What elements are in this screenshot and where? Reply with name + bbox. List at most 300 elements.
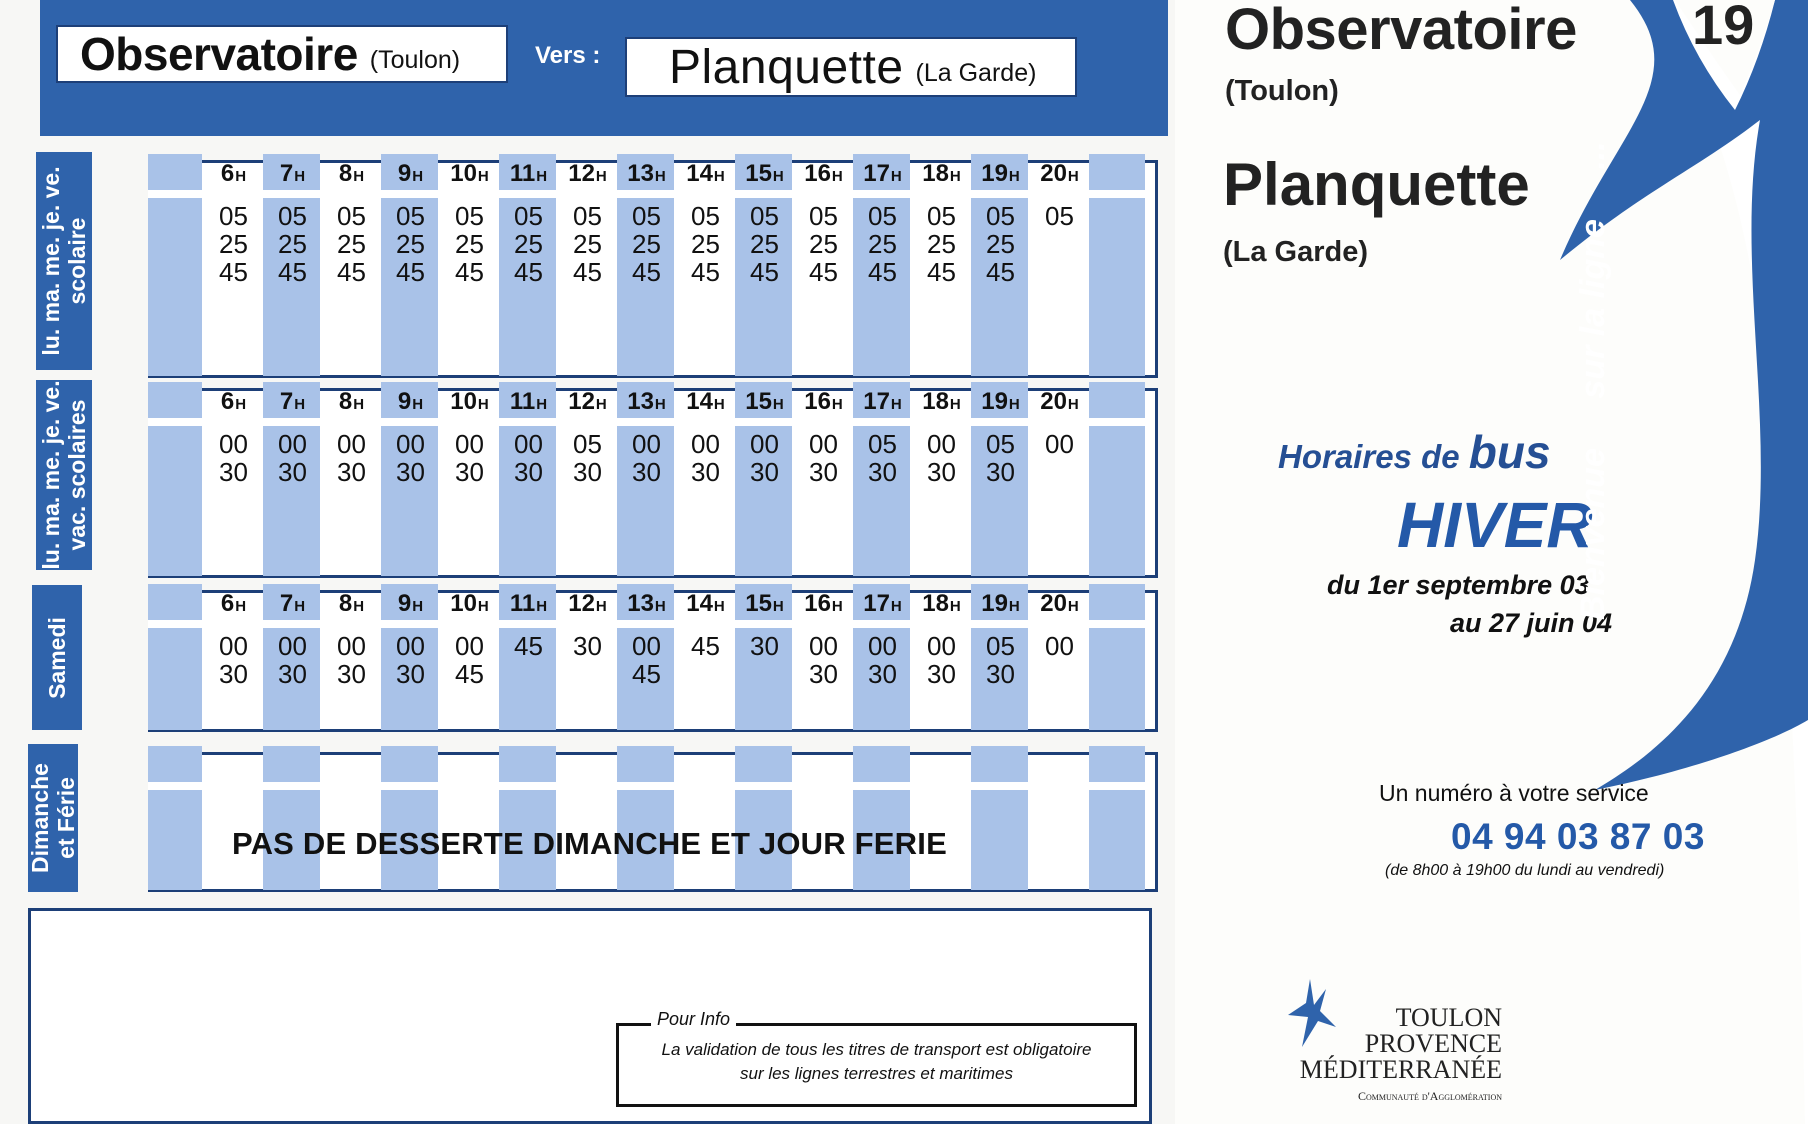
hour-number: 13 bbox=[627, 388, 654, 415]
departure-minute: 25 bbox=[573, 229, 602, 259]
hour-suffix: H bbox=[595, 168, 607, 185]
departure-column bbox=[499, 202, 558, 286]
hour-suffix: H bbox=[772, 168, 784, 185]
line-number: 19 bbox=[1692, 0, 1755, 56]
departure-minute: 05 bbox=[868, 201, 897, 231]
time-column-stripe bbox=[499, 746, 556, 890]
hour-header bbox=[381, 156, 440, 195]
departure-column bbox=[440, 632, 499, 688]
hour-number: 15 bbox=[745, 388, 772, 415]
hour-suffix: H bbox=[412, 396, 424, 413]
hour-number: 18 bbox=[922, 590, 949, 617]
departure-minute: 05 bbox=[986, 201, 1015, 231]
departure-minute: 00 bbox=[632, 631, 661, 661]
day-label-line: scolaire bbox=[64, 217, 90, 305]
departure-column bbox=[676, 632, 735, 660]
departure-column bbox=[853, 632, 912, 688]
hour-header bbox=[912, 384, 971, 423]
hour-number: 8 bbox=[338, 160, 353, 187]
time-column-stripe bbox=[381, 746, 438, 890]
hour-suffix: H bbox=[536, 396, 548, 413]
departure-minute: 05 bbox=[927, 201, 956, 231]
time-column-stripe bbox=[1089, 154, 1145, 376]
departure-minute: 25 bbox=[278, 229, 307, 259]
departure-column bbox=[617, 202, 676, 286]
hour-suffix: H bbox=[772, 396, 784, 413]
destination-name: Planquette bbox=[669, 40, 904, 94]
hour-header bbox=[971, 156, 1030, 195]
stripe-gap bbox=[263, 782, 320, 790]
hour-suffix: H bbox=[412, 168, 424, 185]
hour-suffix: H bbox=[294, 598, 306, 615]
info-line-1: La validation de tous les titres de transport est obligatoire bbox=[661, 1040, 1092, 1059]
hour-suffix: H bbox=[890, 168, 902, 185]
day-label-line: lu. ma. me. je. ve. bbox=[38, 380, 64, 570]
stripe-gap bbox=[1089, 190, 1145, 198]
hour-header bbox=[558, 384, 617, 423]
hour-suffix: H bbox=[713, 598, 725, 615]
departure-minute: 30 bbox=[927, 659, 956, 689]
departure-minute: 30 bbox=[868, 457, 897, 487]
slogan bbox=[1574, 141, 1613, 620]
slogan-part-1: Bienvenue bbox=[1574, 448, 1612, 620]
schedule-side-label-2 bbox=[36, 380, 92, 570]
day-label-line: lu. ma. me. je. ve. bbox=[38, 166, 64, 356]
hour-number: 14 bbox=[686, 160, 713, 187]
hour-number: 9 bbox=[397, 388, 412, 415]
schedule-side-label-3 bbox=[32, 585, 82, 730]
departure-column bbox=[794, 202, 853, 286]
logo-line-3: MÉDITERRANÉE bbox=[1299, 1055, 1502, 1084]
hour-header bbox=[322, 156, 381, 195]
departure-minute: 05 bbox=[809, 201, 838, 231]
departure-minute: 25 bbox=[396, 229, 425, 259]
hour-header bbox=[263, 384, 322, 423]
logo-text bbox=[1270, 1005, 1502, 1104]
hour-header bbox=[617, 586, 676, 625]
departure-column bbox=[617, 632, 676, 688]
departure-minute: 30 bbox=[219, 659, 248, 689]
departure-column bbox=[204, 632, 263, 688]
cover-destination-name: Planquette bbox=[1223, 151, 1530, 218]
hour-number: 17 bbox=[863, 160, 890, 187]
hour-header bbox=[381, 384, 440, 423]
hour-number: 9 bbox=[397, 160, 412, 187]
time-column-stripe bbox=[1089, 746, 1145, 890]
hour-suffix: H bbox=[713, 168, 725, 185]
departure-minute: 45 bbox=[455, 659, 484, 689]
departure-column bbox=[676, 430, 735, 486]
hour-header bbox=[499, 156, 558, 195]
departure-minute: 25 bbox=[809, 229, 838, 259]
departure-minute: 00 bbox=[278, 429, 307, 459]
hour-header bbox=[440, 586, 499, 625]
hour-suffix: H bbox=[890, 396, 902, 413]
hour-header bbox=[971, 586, 1030, 625]
hour-suffix: H bbox=[949, 168, 961, 185]
hour-suffix: H bbox=[890, 598, 902, 615]
hour-suffix: H bbox=[949, 396, 961, 413]
time-column-stripe bbox=[735, 746, 792, 890]
stripe-gap bbox=[148, 620, 202, 628]
hour-suffix: H bbox=[1008, 598, 1020, 615]
departure-minute: 30 bbox=[514, 457, 543, 487]
departure-minute: 45 bbox=[396, 257, 425, 287]
departure-minute: 05 bbox=[219, 201, 248, 231]
departure-minute: 45 bbox=[514, 257, 543, 287]
hour-header bbox=[440, 384, 499, 423]
departure-minute: 05 bbox=[986, 631, 1015, 661]
hour-number: 18 bbox=[922, 388, 949, 415]
hour-number: 12 bbox=[568, 590, 595, 617]
cover-origin-city: (Toulon) bbox=[1225, 75, 1339, 107]
departure-column bbox=[263, 632, 322, 688]
origin-title-box bbox=[56, 25, 508, 83]
departure-column bbox=[1030, 632, 1089, 660]
logo-line-1: TOULON bbox=[1395, 1003, 1502, 1032]
departure-minute: 05 bbox=[691, 201, 720, 231]
hour-suffix: H bbox=[654, 396, 666, 413]
hour-suffix: H bbox=[1067, 598, 1079, 615]
departure-minute: 00 bbox=[337, 429, 366, 459]
day-label-line: vac. scolaires bbox=[64, 399, 90, 551]
cover-panel bbox=[1175, 0, 1808, 1124]
departure-column bbox=[912, 202, 971, 286]
hour-number: 12 bbox=[568, 160, 595, 187]
hour-number: 11 bbox=[509, 160, 536, 187]
info-title: Pour Info bbox=[651, 1009, 736, 1030]
hour-suffix: H bbox=[477, 168, 489, 185]
departure-minute: 45 bbox=[455, 257, 484, 287]
hour-header bbox=[794, 384, 853, 423]
hour-number: 7 bbox=[279, 590, 294, 617]
hour-header bbox=[617, 156, 676, 195]
departure-column bbox=[381, 632, 440, 688]
hour-header bbox=[381, 586, 440, 625]
departure-minute: 30 bbox=[750, 457, 779, 487]
departure-minute: 00 bbox=[219, 429, 248, 459]
time-column-stripe bbox=[148, 154, 202, 376]
hour-number: 15 bbox=[745, 160, 772, 187]
service-text: Un numéro à votre service bbox=[1379, 780, 1649, 806]
departure-minute: 00 bbox=[337, 631, 366, 661]
hour-suffix: H bbox=[353, 598, 365, 615]
departure-minute: 05 bbox=[632, 201, 661, 231]
hour-number: 20 bbox=[1040, 160, 1067, 187]
logo-line-4: Communauté d'Agglomération bbox=[1357, 1089, 1502, 1103]
hour-number: 8 bbox=[338, 590, 353, 617]
stripe-gap bbox=[1089, 620, 1145, 628]
no-service-message: PAS DE DESSERTE DIMANCHE ET JOUR FERIE bbox=[232, 826, 947, 861]
departure-column bbox=[735, 202, 794, 286]
hour-header bbox=[558, 156, 617, 195]
hour-header bbox=[322, 586, 381, 625]
departure-minute: 30 bbox=[986, 659, 1015, 689]
time-column-stripe bbox=[853, 746, 910, 890]
departure-column bbox=[558, 632, 617, 660]
departure-column bbox=[971, 632, 1030, 688]
departure-minute: 25 bbox=[219, 229, 248, 259]
cover-destination-city: (La Garde) bbox=[1223, 236, 1369, 268]
departure-minute: 05 bbox=[573, 429, 602, 459]
stripe-gap bbox=[499, 782, 556, 790]
hour-suffix: H bbox=[294, 168, 306, 185]
info-line-2: sur les lignes terrestres et maritimes bbox=[739, 1064, 1014, 1083]
departure-minute: 05 bbox=[868, 429, 897, 459]
departure-column bbox=[204, 430, 263, 486]
hour-number: 12 bbox=[568, 388, 595, 415]
schedule-side-label-4 bbox=[28, 744, 78, 892]
hour-suffix: H bbox=[412, 598, 424, 615]
hour-number: 10 bbox=[450, 388, 477, 415]
departure-minute: 30 bbox=[337, 659, 366, 689]
departure-minute: 00 bbox=[632, 429, 661, 459]
stripe-gap bbox=[148, 782, 202, 790]
hour-header bbox=[322, 384, 381, 423]
departure-minute: 30 bbox=[691, 457, 720, 487]
departure-minute: 25 bbox=[750, 229, 779, 259]
departure-minute: 30 bbox=[455, 457, 484, 487]
departure-minute: 30 bbox=[868, 659, 897, 689]
departure-minute: 05 bbox=[986, 429, 1015, 459]
horaires-bus: bus bbox=[1468, 426, 1551, 478]
hour-suffix: H bbox=[595, 396, 607, 413]
departure-minute: 25 bbox=[514, 229, 543, 259]
hour-suffix: H bbox=[1008, 396, 1020, 413]
hour-suffix: H bbox=[1067, 168, 1079, 185]
departure-minute: 30 bbox=[986, 457, 1015, 487]
stripe-gap bbox=[381, 782, 438, 790]
departure-minute: 30 bbox=[809, 457, 838, 487]
hour-number: 16 bbox=[804, 388, 831, 415]
season-label: HIVER bbox=[1397, 489, 1593, 561]
departure-column bbox=[971, 430, 1030, 486]
departure-minute: 25 bbox=[691, 229, 720, 259]
hour-header bbox=[676, 156, 735, 195]
departure-minute: 30 bbox=[337, 457, 366, 487]
date-to: au 27 juin 04 bbox=[1450, 608, 1613, 638]
departure-column bbox=[322, 430, 381, 486]
destination-city: (La Garde) bbox=[915, 58, 1037, 87]
time-column-stripe bbox=[1089, 382, 1145, 576]
hour-header bbox=[912, 156, 971, 195]
hour-number: 9 bbox=[397, 590, 412, 617]
departure-minute: 25 bbox=[927, 229, 956, 259]
departure-column bbox=[735, 632, 794, 660]
hour-suffix: H bbox=[831, 396, 843, 413]
hour-header bbox=[853, 384, 912, 423]
slogan-part-2: sur la ligne bbox=[1574, 219, 1612, 399]
hour-number: 20 bbox=[1040, 590, 1067, 617]
departure-minute: 45 bbox=[632, 659, 661, 689]
time-column-stripe bbox=[1089, 584, 1145, 730]
hour-number: 17 bbox=[863, 388, 890, 415]
hour-number: 14 bbox=[686, 590, 713, 617]
day-label bbox=[38, 380, 90, 569]
departure-minute: 30 bbox=[573, 631, 602, 661]
phone-number: 04 94 03 87 03 bbox=[1451, 816, 1705, 857]
departure-minute: 00 bbox=[809, 429, 838, 459]
time-column-stripe bbox=[971, 746, 1028, 890]
departure-minute: 30 bbox=[396, 659, 425, 689]
departure-minute: 30 bbox=[927, 457, 956, 487]
hour-number: 16 bbox=[804, 590, 831, 617]
hour-header bbox=[558, 586, 617, 625]
departure-minute: 25 bbox=[455, 229, 484, 259]
departure-minute: 45 bbox=[514, 631, 543, 661]
hour-header bbox=[676, 384, 735, 423]
time-column-stripe bbox=[148, 382, 202, 576]
logo-line-2: PROVENCE bbox=[1364, 1029, 1502, 1058]
hour-suffix: H bbox=[1067, 396, 1079, 413]
hour-header bbox=[912, 586, 971, 625]
hour-header bbox=[617, 384, 676, 423]
hour-suffix: H bbox=[536, 168, 548, 185]
hour-header bbox=[1030, 156, 1089, 195]
departure-column bbox=[263, 202, 322, 286]
stripe-gap bbox=[1089, 782, 1145, 790]
departure-column bbox=[794, 430, 853, 486]
departure-minute: 00 bbox=[1045, 631, 1074, 661]
departure-minute: 05 bbox=[455, 201, 484, 231]
departure-column bbox=[1030, 202, 1089, 230]
departure-column bbox=[263, 430, 322, 486]
departure-minute: 45 bbox=[573, 257, 602, 287]
departure-column bbox=[617, 430, 676, 486]
departure-column bbox=[440, 202, 499, 286]
departure-minute: 45 bbox=[750, 257, 779, 287]
hour-header bbox=[735, 586, 794, 625]
departure-column bbox=[558, 430, 617, 486]
hour-suffix: H bbox=[831, 598, 843, 615]
hour-header bbox=[499, 384, 558, 423]
hour-header bbox=[263, 586, 322, 625]
schedule-side-label-1 bbox=[36, 152, 92, 370]
departure-minute: 30 bbox=[809, 659, 838, 689]
hour-header bbox=[204, 586, 263, 625]
departure-column bbox=[912, 430, 971, 486]
departure-column bbox=[204, 202, 263, 286]
departure-column bbox=[499, 430, 558, 486]
time-column-stripe bbox=[617, 746, 674, 890]
day-label bbox=[27, 763, 79, 873]
origin-name: Observatoire bbox=[80, 28, 358, 80]
hour-header bbox=[1030, 586, 1089, 625]
hour-number: 6 bbox=[220, 160, 235, 187]
hour-header bbox=[794, 586, 853, 625]
departure-minute: 00 bbox=[455, 631, 484, 661]
hour-number: 18 bbox=[922, 160, 949, 187]
departure-minute: 00 bbox=[750, 429, 779, 459]
departure-minute: 05 bbox=[514, 201, 543, 231]
departure-minute: 45 bbox=[691, 257, 720, 287]
departure-minute: 25 bbox=[632, 229, 661, 259]
hour-number: 11 bbox=[509, 590, 536, 617]
hour-suffix: H bbox=[713, 396, 725, 413]
departure-minute: 05 bbox=[396, 201, 425, 231]
date-from: du 1er septembre 03 bbox=[1327, 570, 1590, 600]
horaires-heading bbox=[1278, 425, 1551, 479]
departure-minute: 25 bbox=[868, 229, 897, 259]
hour-header bbox=[853, 156, 912, 195]
departure-minute: 30 bbox=[278, 457, 307, 487]
hour-suffix: H bbox=[595, 598, 607, 615]
departure-column bbox=[322, 632, 381, 688]
hour-header bbox=[971, 384, 1030, 423]
hour-number: 10 bbox=[450, 590, 477, 617]
hour-header bbox=[263, 156, 322, 195]
hour-suffix: H bbox=[294, 396, 306, 413]
departure-minute: 00 bbox=[278, 631, 307, 661]
info-box bbox=[616, 1009, 1137, 1107]
hour-header bbox=[204, 384, 263, 423]
departure-minute: 45 bbox=[986, 257, 1015, 287]
hour-header bbox=[499, 586, 558, 625]
hour-number: 14 bbox=[686, 388, 713, 415]
hour-header bbox=[1030, 384, 1089, 423]
hour-number: 19 bbox=[981, 388, 1008, 415]
departure-minute: 00 bbox=[691, 429, 720, 459]
departure-minute: 45 bbox=[868, 257, 897, 287]
hour-header bbox=[794, 156, 853, 195]
slogan-dots: ... bbox=[1574, 141, 1612, 170]
hour-header bbox=[440, 156, 499, 195]
vers-label: Vers : bbox=[535, 42, 601, 69]
departure-column bbox=[322, 202, 381, 286]
departure-column bbox=[735, 430, 794, 486]
departure-minute: 00 bbox=[396, 631, 425, 661]
departure-minute: 00 bbox=[514, 429, 543, 459]
departure-column bbox=[499, 632, 558, 660]
destination-title-box bbox=[625, 37, 1077, 97]
departure-column bbox=[912, 632, 971, 688]
departure-minute: 30 bbox=[396, 457, 425, 487]
hour-number: 13 bbox=[627, 590, 654, 617]
hour-header bbox=[676, 586, 735, 625]
day-label-line: Samedi bbox=[44, 616, 70, 699]
hour-suffix: H bbox=[831, 168, 843, 185]
departure-minute: 00 bbox=[396, 429, 425, 459]
hour-number: 6 bbox=[220, 388, 235, 415]
stripe-gap bbox=[148, 190, 202, 198]
departure-minute: 05 bbox=[278, 201, 307, 231]
stripe-gap bbox=[617, 782, 674, 790]
departure-minute: 00 bbox=[927, 631, 956, 661]
hour-suffix: H bbox=[235, 168, 247, 185]
horaires-prefix: Horaires de bbox=[1278, 438, 1460, 475]
hour-number: 7 bbox=[279, 388, 294, 415]
hour-suffix: H bbox=[536, 598, 548, 615]
departure-minute: 45 bbox=[337, 257, 366, 287]
stripe-gap bbox=[735, 782, 792, 790]
hour-suffix: H bbox=[235, 396, 247, 413]
departure-minute: 05 bbox=[573, 201, 602, 231]
day-label-line: Dimanche bbox=[27, 763, 53, 873]
hour-number: 20 bbox=[1040, 388, 1067, 415]
day-label bbox=[38, 166, 90, 355]
departure-column bbox=[971, 202, 1030, 286]
hour-number: 19 bbox=[981, 590, 1008, 617]
departure-minute: 25 bbox=[337, 229, 366, 259]
hour-number: 13 bbox=[627, 160, 654, 187]
stripe-gap bbox=[148, 418, 202, 426]
departure-column bbox=[1030, 430, 1089, 458]
hour-suffix: H bbox=[949, 598, 961, 615]
hour-number: 11 bbox=[509, 388, 536, 415]
day-label-line: et Férie bbox=[53, 777, 79, 859]
departure-minute: 00 bbox=[219, 631, 248, 661]
hour-number: 8 bbox=[338, 388, 353, 415]
